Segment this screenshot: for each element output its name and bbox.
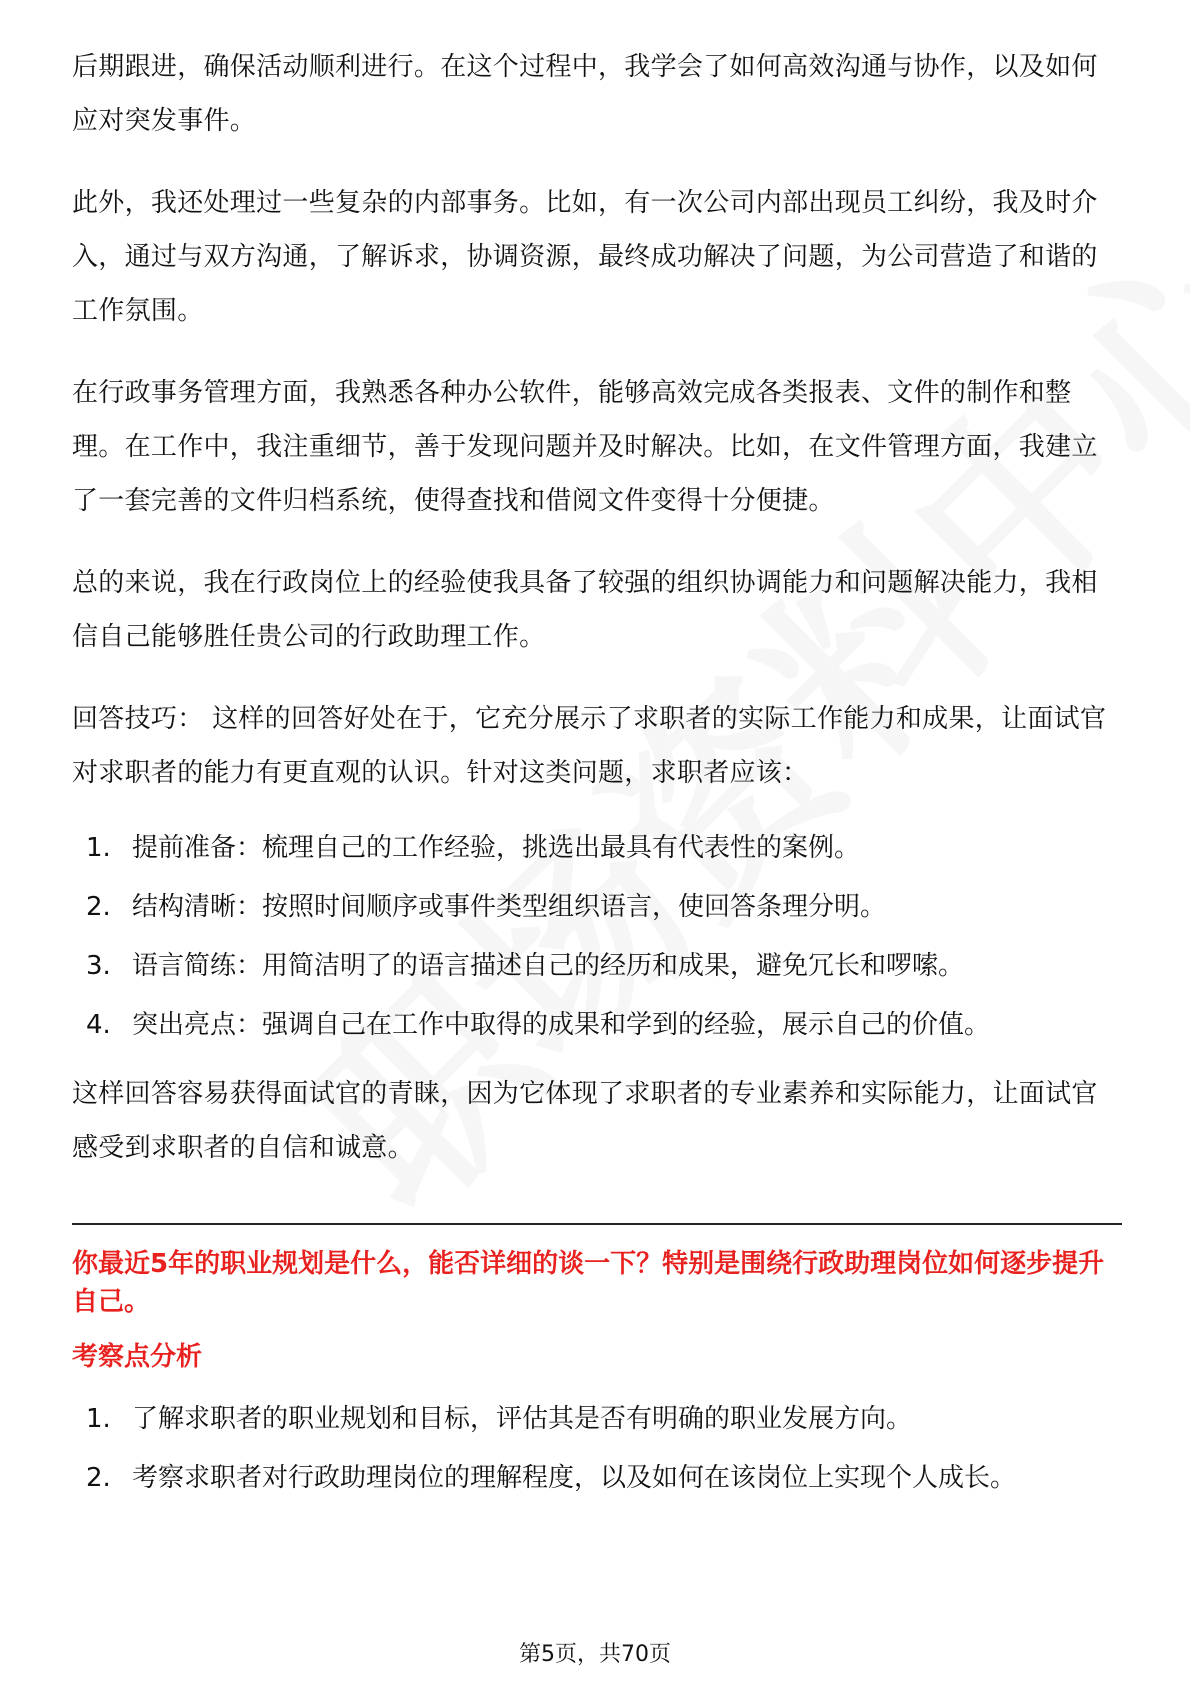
paragraph-summary: 总的来说，我在行政岗位上的经验使我具备了较强的组织协调能力和问题解决能力，我相信自己能够胜任贵公司的行政助理工作。 [72,568,1098,652]
list-item [72,828,1122,868]
list-item [72,946,1122,986]
paragraph-admin-management: 在行政事务管理方面，我熟悉各种办公软件，能够高效完成各类报表、文件的制作和整理。在工作中，我注重细节，善于发现问题并及时解决。比如，在文件管理方面，我建立了一套完善的文件归档系统，使得查找和借阅文件变得十分便捷。 [72,378,1098,516]
paragraph-answer-tips: 回答技巧： 这样的回答好处在于，它充分展示了求职者的实际工作能力和成果，让面试官对求职者的能力有更直观的认识。针对这类问题，求职者应该： [72,704,1107,788]
page-footer: 第5页，共70页 [519,1642,671,1667]
list-number: 4. [86,1010,111,1040]
paragraph-internal-affairs: 此外，我还处理过一些复杂的内部事务。比如，有一次公司内部出现员工纠纷，我及时介入，通过与双方沟通，了解诉求，协调资源，最终成功解决了问题，为公司营造了和谐的工作氛围。 [72,188,1098,326]
analysis-title: 考察点分析 [72,1342,203,1372]
list-text: 考察求职者对行政助理岗位的理解程度，以及如何在该岗位上实现个人成长。 [132,1463,1017,1493]
paragraph-closing: 这样回答容易获得面试官的青睐，因为它体现了求职者的专业素养和实际能力，让面试官感受到求职者的自信和诚意。 [72,1079,1098,1163]
list-number: 2. [86,1463,111,1493]
interview-question: 你最近5年的职业规划是什么，能否详细的谈一下？特别是围绕行政助理岗位如何逐步提升自己。 [72,1249,1105,1317]
list-text: 突出亮点：强调自己在工作中取得的成果和学到的经验，展示自己的价值。 [132,1010,991,1040]
list-text: 结构清晰：按照时间顺序或事件类型组织语言，使回答条理分明。 [132,892,887,922]
tips-list [72,828,1122,1045]
list-number: 2. [86,892,111,922]
list-item [72,1005,1122,1045]
paragraph-followup: 后期跟进，确保活动顺利进行。在这个过程中，我学会了如何高效沟通与协作，以及如何应对突发事件。 [72,52,1098,136]
list-number: 3. [86,951,111,981]
list-text: 提前准备：梳理自己的工作经验，挑选出最具有代表性的案例。 [132,833,861,863]
list-item [72,1458,1122,1498]
list-text: 语言简练：用简洁明了的语言描述自己的经历和成果，避免冗长和啰嗦。 [132,951,965,981]
list-item [72,1399,1122,1439]
document-page [72,40,1122,1520]
section-divider [72,1223,1122,1225]
list-item [72,887,1122,927]
list-number: 1. [86,833,111,863]
list-text: 了解求职者的职业规划和目标，评估其是否有明确的职业发展方向。 [132,1404,913,1434]
list-number: 1. [86,1404,111,1434]
analysis-list [72,1399,1122,1498]
